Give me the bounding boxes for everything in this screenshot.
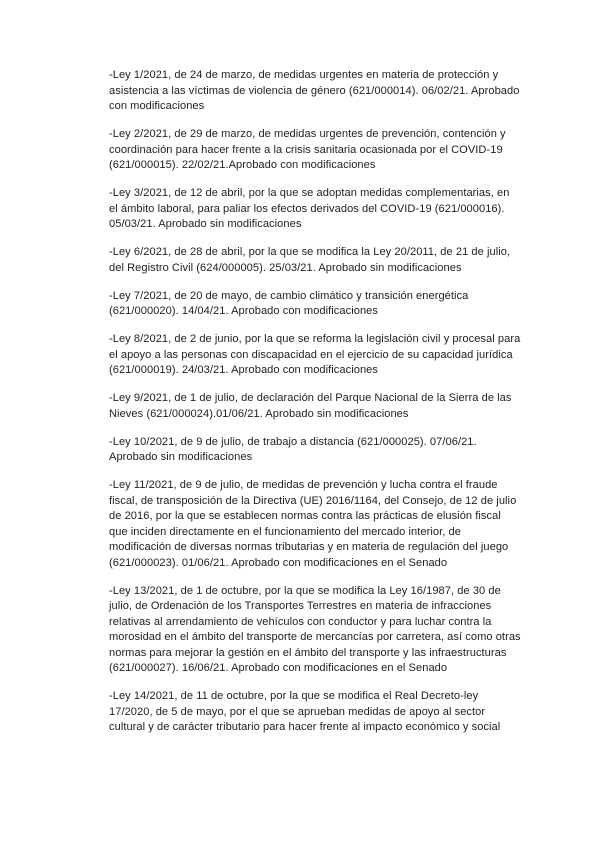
law-entry-2: -Ley 2/2021, de 29 de marzo, de medidas urgentes de prevención, contención y coordinación para hacer frente a la crisis sanitaria ocasionada por el COVID-19 (621/000015). 22/02/21.Aprobado con modificaciones — [109, 128, 506, 171]
law-entry-1: -Ley 1/2021, de 24 de marzo, de medidas urgentes en materia de protección y asistencia a las víctimas de violencia de género (621/000014). 06/02/21. Aprobado con modificaciones — [109, 69, 520, 112]
law-entry-3: -Ley 3/2021, de 12 de abril, por la que se adoptan medidas complementarias, en el ámbito laboral, para paliar los efectos derivados del COVID-19 (621/000016). 05/03/21. Aprobado sin modificaciones — [109, 187, 510, 230]
law-entry-11: -Ley 14/2021, de 11 de octubre, por la que se modifica el Real Decreto-ley 17/2020, de 5 de mayo, por el que se aprueban medidas de apoyo al sector cultural y de carácter tributario para hacer frente al impacto económico y social — [109, 690, 501, 733]
law-entry-6: -Ley 8/2021, de 2 de junio, por la que se reforma la legislación civil y procesal para el apoyo a las personas con discapacidad en el ejercicio de su capacidad jurídica (621/000019). 24/03/21. Aprobado con modificaciones — [109, 333, 521, 376]
law-list — [109, 68, 521, 748]
law-entry-4: -Ley 6/2021, de 28 de abril, por la que se modifica la Ley 20/2011, de 21 de julio, del Registro Civil (624/000005). 25/03/21. Aprobado sin modificaciones — [109, 246, 511, 274]
law-entry-9: -Ley 11/2021, de 9 de julio, de medidas de prevención y lucha contra el fraude fiscal, de transposición de la Directiva (UE) 2016/1164, del Consejo, de 12 de julio de 2016, por la que se establecen normas contra las prácticas de elusión fiscal que inciden directamente en el funcionamiento del mercado interior, de modificación de diversas normas tributarias y en materia de regulación del juego (621/000023). 01/06/21. Aprobado con modificaciones en el Senado — [109, 479, 517, 569]
law-entry-8: -Ley 10/2021, de 9 de julio, de trabajo a distancia (621/000025). 07/06/21. Aprobado sin modificaciones — [109, 435, 477, 463]
law-entry-7: -Ley 9/2021, de 1 de julio, de declaración del Parque Nacional de la Sierra de las Nieves (621/000024).01/06/21. Aprobado sin modificaciones — [109, 392, 512, 420]
law-entry-5: -Ley 7/2021, de 20 de mayo, de cambio climático y transición energética (621/000020). 14/04/21. Aprobado con modificaciones — [109, 289, 469, 317]
law-entry-10: -Ley 13/2021, de 1 de octubre, por la que se modifica la Ley 16/1987, de 30 de julio, de Ordenación de los Transportes Terrestres en materia de infracciones relativas al arrendamiento de vehículos con conductor y para luchar contra la morosidad en el ámbito del transporte de mercancías por carretera, así como otras normas para mejorar la gestión en el ámbito del transporte y las infraestructuras (621/000027). 16/06/21. Aprobado con modificaciones en el Senado — [109, 584, 521, 674]
